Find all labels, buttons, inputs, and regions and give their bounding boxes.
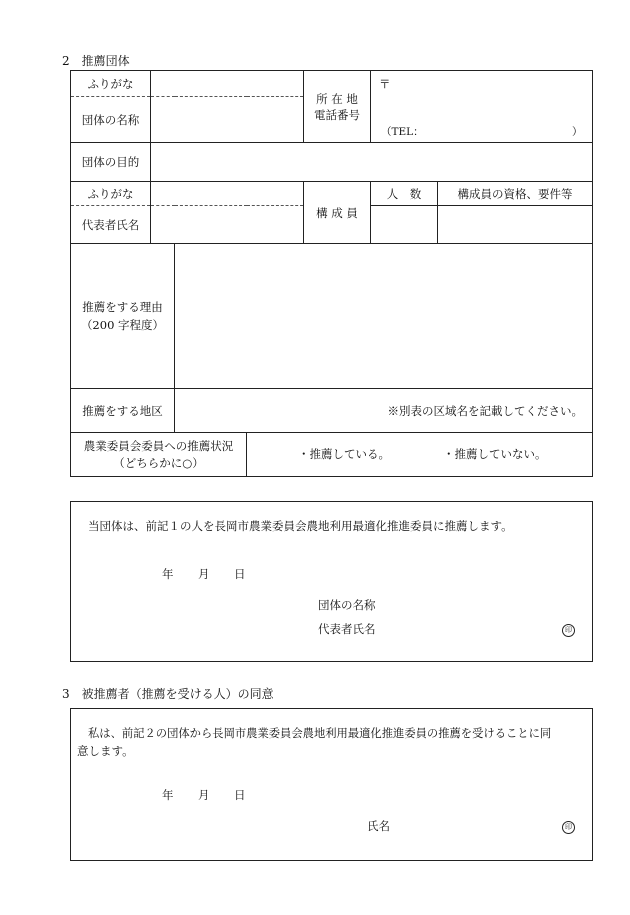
furigana-field[interactable] <box>151 71 304 97</box>
address-label: 所 在 地 <box>316 91 358 106</box>
postal-mark: 〒 <box>379 77 391 91</box>
purpose-field[interactable] <box>151 143 593 182</box>
rep-name-field[interactable] <box>151 206 304 244</box>
recommending-organization-table <box>70 70 593 477</box>
option-recommended[interactable]: ・推薦している。 <box>298 447 390 461</box>
furigana-label: ふりがな <box>71 71 151 97</box>
count-field[interactable] <box>371 206 438 244</box>
organization-statement: 当団体は、前記１の人を長岡市農業委員会農地利用最適化推進委員に推薦します。 <box>88 519 513 533</box>
consent-day-label: 日 <box>234 788 246 802</box>
consent-month-label: 月 <box>198 788 210 802</box>
option-not-recommended[interactable]: ・推薦していない。 <box>443 447 547 461</box>
members-label: 構 成 員 <box>304 182 371 244</box>
address-phone-label <box>304 71 371 143</box>
status-label-line1: 農業委員会委員への推薦状況 <box>83 438 234 453</box>
rep-name-sign-label: 代表者氏名 <box>318 622 376 636</box>
consent-statement-line2: 意します。 <box>77 744 134 758</box>
consent-year-label: 年 <box>162 788 174 802</box>
tel-close: ） <box>572 126 583 138</box>
area-field[interactable] <box>175 389 593 433</box>
area-label: 推薦をする地区 <box>71 389 175 433</box>
reason-label-line1: 推薦をする理由 <box>82 299 163 314</box>
seal-icon: 印 <box>562 624 575 637</box>
purpose-label: 団体の目的 <box>71 143 151 182</box>
address-phone-field[interactable] <box>371 71 593 143</box>
reason-label <box>71 244 175 389</box>
requirements-header: 構成員の資格、要件等 <box>438 182 593 206</box>
month-label: 月 <box>198 567 210 581</box>
count-header: 人 数 <box>371 182 438 206</box>
status-label <box>71 433 247 477</box>
consent-box <box>70 708 593 861</box>
org-name-label: 団体の名称 <box>71 97 151 143</box>
section2-heading: 2 推薦団体 <box>62 54 130 68</box>
org-name-sign-label: 団体の名称 <box>318 598 376 612</box>
consent-statement-line1 <box>77 728 551 739</box>
tel-open: （TEL： <box>381 126 424 138</box>
section3-heading: 3 被推薦者（推薦を受ける人）の同意 <box>62 687 274 701</box>
reason-label-line2: （200 字程度） <box>80 318 165 332</box>
org-name-field[interactable] <box>151 97 304 143</box>
furigana2-field[interactable] <box>151 182 304 206</box>
organization-statement-box <box>70 501 593 662</box>
year-label: 年 <box>162 567 174 581</box>
status-options <box>247 433 593 477</box>
requirements-field[interactable] <box>438 206 593 244</box>
status-label-line2: （どちらかに○） <box>113 455 204 470</box>
rep-name-label: 代表者氏名 <box>71 206 151 244</box>
day-label: 日 <box>234 567 246 581</box>
furigana2-label: ふりがな <box>71 182 151 206</box>
consent-seal-icon: 印 <box>562 821 575 834</box>
area-note: ※別表の区域名を記載してください。 <box>387 403 584 418</box>
reason-field[interactable] <box>175 244 593 389</box>
consent-name-label: 氏名 <box>367 819 390 833</box>
consent-statement-text: 私は、前記２の団体から長岡市農業委員会農地利用最適化推進委員の推薦を受けることに同 <box>88 727 552 740</box>
phone-label: 電話番号 <box>314 107 361 122</box>
